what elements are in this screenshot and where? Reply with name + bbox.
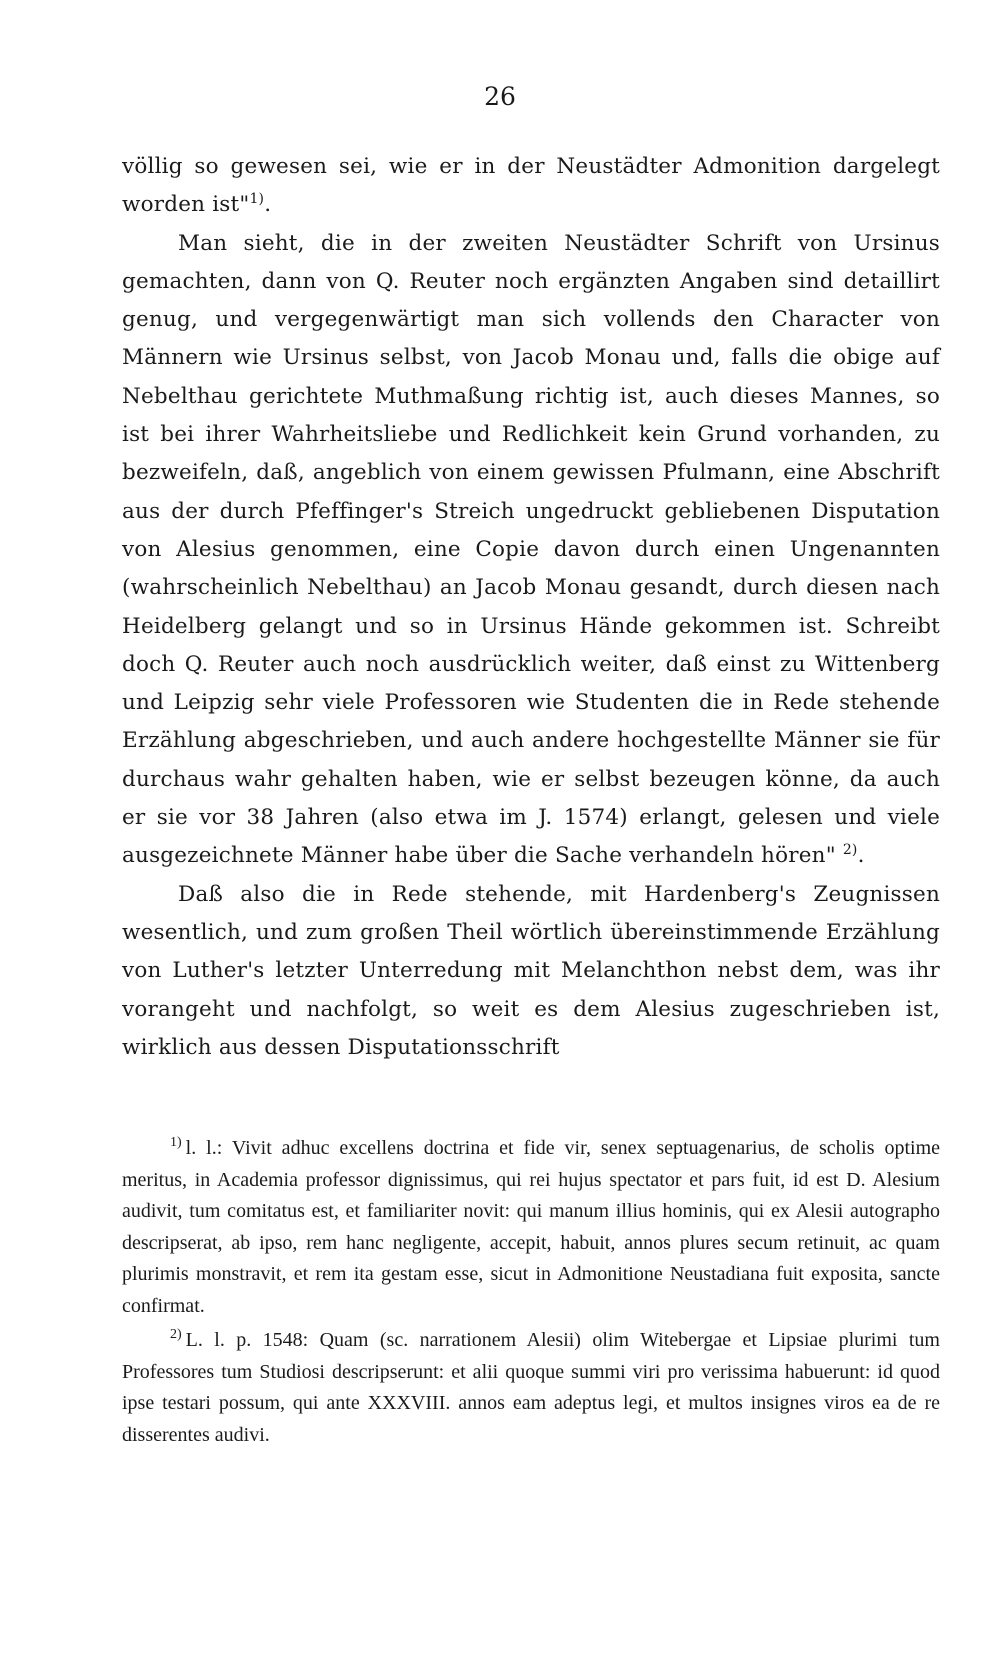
paragraph-text: Daß also die in Rede stehende, mit Hardenberg's Zeugnissen wesentlich, und zum großen Theil wörtlich übereinstimmende Erzählung von Luther's letzter Unterredung mit Melanchthon nebst dem, was ihr vorangeht und nachfolgt, so weit es dem Alesius zugeschrieben ist, wirklich aus dessen Disputationsschrift (122, 881, 940, 1060)
paragraph-text: . (264, 192, 272, 218)
paragraph-3 (122, 876, 940, 1067)
footnote-1 (122, 1133, 940, 1322)
paragraph-text: Man sieht, die in der zweiten Neustädter Schrift von Ursinus gemachten, dann von Q. Reuter noch ergänzten Angaben sind detaillirt genug, und vergegenwärtigt man sich vollends den Character von Männern wie Ursinus selbst, von Jacob Monau und, falls die obige auf Nebelthau gerichtete Muthmaßung richtig ist, auch dieses Mannes, so ist bei ihrer Wahrheitsliebe und Redlichkeit kein Grund vorhanden, zu bezweifeln, daß, angeblich von einem gewissen Pfulmann, eine Abschrift aus der durch Pfeffinger's Streich ungedruckt gebliebenen Disputation von Alesius genommen, eine Copie davon durch einen Ungenannten (wahrscheinlich Nebelthau) an Jacob Monau gesandt, durch diesen nach Heidelberg gelangt und so in Ursinus Hände gekommen ist. Schreibt doch Q. Reuter auch noch ausdrücklich weiter, daß einst zu Wittenberg und Leipzig sehr viele Professoren wie Studenten die in Rede stehende Erzählung abgeschrieben, und auch andere hochgestellte Männer sie für durchaus wahr gehalten haben, wie er selbst bezeugen könne, da auch er sie vor 38 Jahren (also etwa im J. 1574) erlangt, gelesen und viele ausgezeichnete Männer habe über die Sache verhandeln hören" (122, 230, 940, 869)
footnote-reference-1: 1) (249, 191, 265, 208)
footnotes (122, 1133, 940, 1451)
page-number: 26 (484, 82, 516, 111)
footnote-text: l. l.: Vivit adhuc excellens doctrina et fide vir, senex septuagenarius, de scholis optime meritus, in Academia professor dignissimus, qui rei hujus spectator et pars fuit, id est D. Alesium audivit, tum comitatus est, et familiariter novit: qui manum illius hominis, qui ex Alesii autographo descripserat, ab ipso, rem hanc negligente, accepit, habuit, annos plures secum retinuit, ac quam plurimis monstravit, et rem ita gestam esse, sicut in Admonitione Neustadiana fuit exposita, sancte confirmat. (122, 1137, 940, 1317)
footnote-mark: 2) (170, 1327, 182, 1343)
paragraph-1 (122, 148, 940, 225)
paragraph-2 (122, 225, 940, 876)
footnote-text: L. l. p. 1548: Quam (sc. narrationem Alesii) olim Witebergae et Lipsiae plurimi tum Professores tum Studiosi descripserunt: et alii quoque summi viri pro verissima habuerunt: id quod ipse testari possum, qui ante XXXVIII. annos eam adeptus legi, et multos insignes viros ea de re disserentes audivi. (122, 1329, 940, 1446)
main-text (122, 148, 940, 1067)
paragraph-text: völlig so gewesen sei, wie er in der Neustädter Admonition dargelegt worden ist" (122, 154, 940, 218)
paragraph-text: . (857, 843, 865, 869)
footnote-mark: 1) (170, 1135, 182, 1151)
footnote-2 (122, 1325, 940, 1451)
footnote-reference-2: 2) (842, 842, 858, 859)
